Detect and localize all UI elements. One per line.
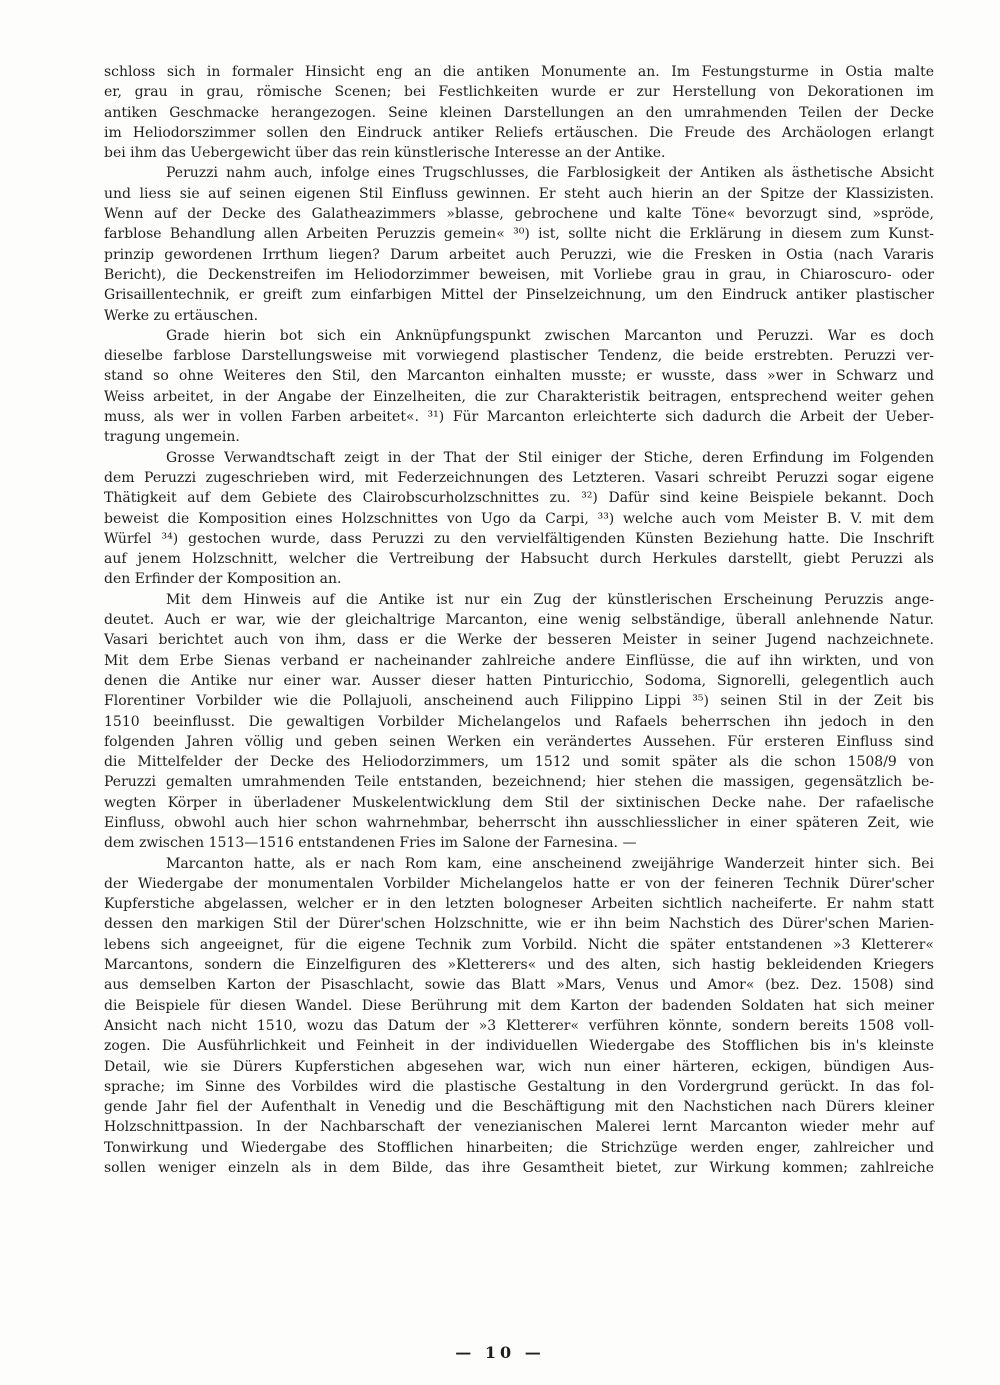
text-line: Grosse Verwandtschaft zeigt in der That der Stil einiger der Stiche, deren Erfindung im Folgenden (166, 449, 934, 466)
text-line: muss, als wer in vollen Farben arbeitet«. ³¹) Für Marcanton erleichterte sich dadurch die Arbeit der Ueber- (104, 409, 934, 426)
text-line: im Heliodorszimmer sollen den Eindruck antiker Reliefs ertäuschen. Die Freude des Archäologen erlangt (104, 124, 934, 141)
text-line: Florentiner Vorbilder wie die Pollajuoli, anscheinend auch Filippino Lippi ³⁵) seinen Stil in der Zeit bis (104, 693, 934, 710)
text-line: Thätigkeit auf dem Gebiete des Clairobscurholzschnittes zu. ³²) Dafür sind keine Beispiele bekannt. Doch (104, 490, 934, 507)
text-line: die Beispiele für diesen Wandel. Diese Berührung mit dem Karton der badenden Soldaten hat sich meiner (104, 997, 934, 1014)
text-line: zogen. Die Ausführlichkeit und Feinheit in der individuellen Wiedergabe des Stofflichen bis in's kleinste (104, 1038, 934, 1055)
text-line: Marcantons, sondern die Einzelfiguren des »Kletterers« und des alten, sich hastig bekleidenden Kriegers (104, 957, 934, 974)
text-line: Grisaillentechnik, er greift zum einfarbigen Mittel der Pinselzeichnung, um den Eindruck antiker plastischer (104, 287, 934, 304)
paragraph (104, 448, 934, 590)
text-line: Bericht), die Deckenstreifen im Heliodorzimmer beweisen, mit Vorliebe grau in grau, in Chiaroscuro- oder (104, 266, 934, 283)
text-line: Weiss arbeitet, in der Angabe der Einzelheiten, die zur Charakteristik beitragen, entsprechend weiter gehen (104, 388, 934, 405)
text-line: folgenden Jahren völlig und geben seinen Werken ein verändertes Aussehen. Für ersteren Einfluss sind (104, 733, 934, 750)
paragraph (104, 854, 934, 1179)
text-line: farblose Behandlung allen Arbeiten Peruzzis gemein« ³⁰) ist, sollte nicht die Erklärung in diesem zum Kunst- (104, 226, 934, 243)
paragraph (104, 163, 934, 325)
text-line: Peruzzi nahm auch, infolge eines Trugschlusses, die Farblosigkeit der Antiken als ästhetische Absicht (166, 165, 934, 182)
text-line: denen die Antike nur einer war. Ausser dieser hatten Pinturicchio, Sodoma, Signorelli, gelegentlich auch (104, 672, 934, 689)
text-line: auf jenem Holzschnitt, welcher die Vertreibung der Habsucht durch Herkules darstellt, giebt Peruzzi als (104, 551, 934, 568)
paragraph (104, 62, 934, 163)
text-line: die Mittelfelder der Decke des Heliodorzimmers, um 1512 und somit später als die schon 1508/9 von (104, 754, 934, 771)
text-line: lebens sich angeeignet, für die eigene Technik zum Vorbild. Nicht die später entstandenen »3 Kletterer« (104, 936, 934, 953)
text-line: er, grau in grau, römische Scenen; bei Festlichkeiten wurde er zur Herstellung von Dekorationen im (104, 84, 934, 101)
text-line: Einfluss, obwohl auch hier schon wahrnehmbar, beherrscht ihn ausschliesslicher in einer späteren Zeit, wie (104, 814, 934, 831)
text-line: Grade hierin bot sich ein Anknüpfungspunkt zwischen Marcanton und Peruzzi. War es doch (166, 327, 934, 344)
text-line: Detail, wie sie Dürers Kupferstichen abgesehen war, wich nun einer härteren, eckigen, bündigen Aus- (104, 1058, 934, 1075)
paragraph (104, 590, 934, 854)
text-line: Mit dem Erbe Sienas verband er nacheinander zahlreiche andere Einflüsse, die auf ihn wirkten, und von (104, 652, 934, 669)
text-line: 1510 beeinflusst. Die gewaltigen Vorbilder Michelangelos und Rafaels beherrschen ihn jedoch in den (104, 713, 934, 730)
text-line: sprache; im Sinne des Vorbildes wird die plastische Gestaltung in den Vordergrund gerückt. In das fol- (104, 1078, 934, 1095)
text-line: wegten Körper in überladener Muskelentwicklung dem Stil der sixtinischen Decke nahe. Der rafaelische (104, 794, 934, 811)
paragraph (104, 326, 934, 448)
text-line: stand so ohne Weiteres den Stil, den Marcanton einhalten musste; er wusste, dass »wer in Schwarz und (104, 368, 934, 385)
text-line: Mit dem Hinweis auf die Antike ist nur ein Zug der künstlerischen Erscheinung Peruzzis ange- (166, 591, 934, 608)
text-line: beweist die Komposition eines Holzschnittes von Ugo da Carpi, ³³) welche auch vom Meister B. V. mit dem (104, 510, 934, 527)
text-line: Werke zu ertäuschen. (104, 307, 259, 324)
text-line: Tonwirkung und Wiedergabe des Stofflichen hinarbeiten; die Strichzüge werden enger, zahlreicher und (104, 1139, 934, 1156)
text-line: Würfel ³⁴) gestochen wurde, dass Peruzzi zu den vervielfältigenden Künsten Beziehung hatte. Die Inschrift (104, 530, 934, 547)
text-line: Holzschnittpassion. In der Nachbarschaft der venezianischen Malerei lernt Marcanton wieder mehr auf (104, 1119, 934, 1136)
text-line: dem zwischen 1513—1516 entstandenen Fries im Salone der Farnesina. — (104, 835, 637, 852)
text-line: schloss sich in formaler Hinsicht eng an die antiken Monumente an. Im Festungsturme in Ostia malte (104, 64, 934, 80)
text-line: sollen weniger einzeln als in dem Bilde, das ihre Gesamtheit bietet, zur Wirkung kommen; zahlreiche (104, 1160, 934, 1177)
text-line: aus demselben Karton der Pisaschlacht, sowie das Blatt »Mars, Venus und Amor« (bez. Dez. 1508) sind (104, 977, 934, 994)
text-line: Ansicht nach nicht 1510, wozu das Datum der »3 Kletterer« verführen könnte, sondern bereits 1508 voll- (104, 1017, 934, 1034)
text-line: dessen den markigen Stil der Dürer'schen Holzschnitte, wie er ihn beim Nachstich des Dürer'schen Marien- (104, 916, 934, 933)
text-line: Marcanton hatte, als er nach Rom kam, eine anscheinend zweijährige Wanderzeit hinter sich. Bei (166, 855, 934, 872)
text-line: dieselbe farblose Darstellungsweise mit vorwiegend plastischer Tendenz, die beide erstrebten. Peruzzi ver- (104, 348, 934, 365)
page-number: — 10 — (455, 1343, 545, 1362)
text-line: dem Peruzzi zugeschrieben wird, mit Federzeichnungen des Letzteren. Vasari schreibt Peruzzi sogar eigene (104, 469, 934, 486)
text-line: Peruzzi gemalten umrahmenden Teile entstanden, bezeichnend; hier stehen die massigen, gegensätzlich be- (104, 774, 934, 791)
body-text (104, 62, 934, 1178)
text-line: den Erfinder der Komposition an. (104, 571, 342, 588)
text-line: Wenn auf der Decke des Galatheazimmers »blasse, gebrochene und kalte Töne« bevorzugt sind, »spröde, (104, 206, 934, 223)
text-line: der Wiedergabe der monumentalen Vorbilder Michelangelos hatte er von der feineren Technik Dürer'scher (104, 875, 934, 892)
text-line: deutet. Auch er war, wie der gleichaltrige Marcanton, eine wenig selbständige, überall anlehnende Natur. (104, 612, 934, 629)
text-line: tragung ungemein. (104, 429, 240, 446)
text-line: Kupferstiche abgelassen, welcher er in den letzten bologneser Arbeiten sichtlich nacheiferte. Er nahm statt (104, 896, 934, 913)
text-line: prinzip gewordenen Irrthum liegen? Darum arbeitet auch Peruzzi, wie die Fresken in Ostia (nach Vararis (104, 246, 934, 263)
text-line: gende Jahr fiel der Aufenthalt in Venedig und die Beschäftigung mit den Nachstichen nach Dürers kleiner (104, 1099, 934, 1116)
text-line: antiken Geschmacke herangezogen. Seine kleinen Darstellungen an den umrahmenden Teilen der Decke (104, 104, 934, 121)
text-line: und liess sie auf seinen eigenen Stil Einfluss gewinnen. Er steht auch hierin an der Spitze der Klassizisten. (104, 185, 934, 202)
text-line: bei ihm das Uebergewicht über das rein künstlerische Interesse an der Antike. (104, 145, 666, 162)
text-line: Vasari berichtet auch von ihm, dass er die Werke der besseren Meister in seiner Jugend nachzeichnete. (104, 632, 934, 649)
